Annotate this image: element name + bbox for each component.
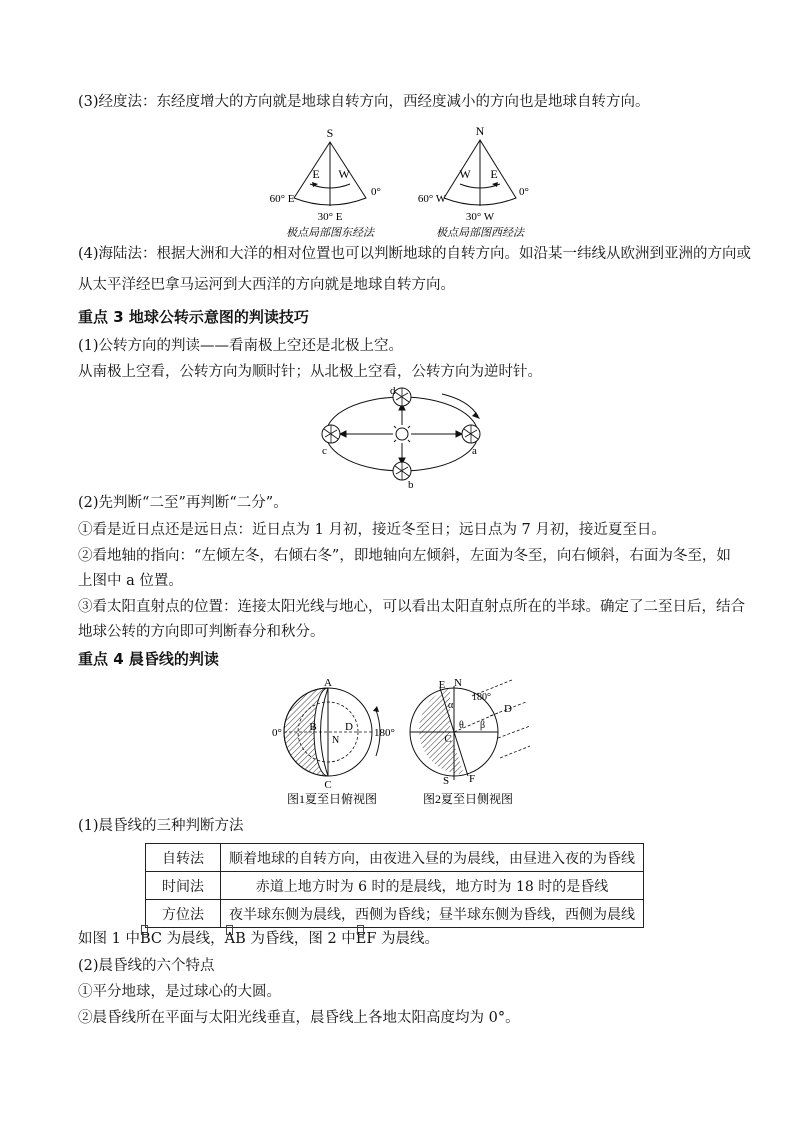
method-desc: 夜半球东侧为晨线，西侧为昏线；昼半球东侧为昏线，西侧为晨线	[221, 900, 644, 928]
fig1-label-0deg: 0°	[272, 727, 282, 739]
paragraph-terminator-methods: (1)晨昏线的三种判断方法	[78, 818, 244, 834]
fig1-label-180deg: 180°	[374, 727, 395, 739]
fig2-label-e: E	[438, 679, 446, 691]
paragraph-revolution-direction: (1)公转方向的判读——看南极上空还是北极上空。	[78, 338, 404, 354]
terminator-methods-table	[145, 843, 644, 928]
arc-bc: BC	[139, 931, 162, 947]
fig2-label-theta: θ	[459, 720, 464, 731]
sector-east-label: E	[312, 167, 320, 181]
paragraph-revolution-view: 从南极上空看，公转方向为顺时针；从北极上空看，公转方向为逆时针。	[78, 364, 542, 380]
terminator-figure	[268, 676, 538, 808]
sector-lon-right: 0°	[519, 186, 529, 198]
fig2-label-beta: β	[480, 720, 486, 731]
fig2-label-n: N	[454, 677, 462, 689]
sector-caption-east: 极点局部图东经法	[286, 227, 374, 238]
paragraph-item-perihelion: ①看是近日点还是远日点：近日点为 1 月初，接近冬至日；远日点为 7 月初，接近夏至日。	[78, 522, 666, 538]
terminator-top-view-diagram	[272, 677, 395, 806]
paragraph-landsea-method-1: (4)海陆法：根据大洲和大洋的相对位置也可以判断地球的自转方向。如沿某一纬线从欧洲到亚洲的方向或	[78, 246, 752, 262]
sector-pole-label: N	[475, 124, 485, 138]
section-heading-revolution: 重点 3 地球公转示意图的判读技巧	[78, 308, 309, 326]
fig-ref-text-3: 为昏线，图 2 中	[245, 931, 356, 947]
paragraph-item-axis-1: ②看地轴的指向：“左倾左冬，右倾右冬”，即地轴向左倾斜，左面为冬至，向右倾斜，右面为冬至，如	[78, 548, 731, 564]
fig1-label-b: B	[309, 721, 317, 733]
fig1-label-d: D	[345, 721, 353, 733]
paragraph-item-subsolar-1: ③看太阳直射点的位置：连接太阳光线与地心，可以看出太阳直射点所在的半球。确定了二至日后，结合	[78, 599, 745, 615]
paragraph-solstice-first: (2)先判断“二至”再判断“二分”。	[78, 495, 288, 511]
method-name: 方位法	[146, 900, 221, 928]
sun-icon	[390, 422, 414, 446]
method-name: 时间法	[146, 872, 221, 900]
fig2-caption: 图2夏至日侧视图	[422, 792, 514, 806]
paragraph-six-features: (2)晨昏线的六个特点	[78, 958, 215, 974]
sector-west-label: W	[459, 167, 471, 181]
paragraph-feature-1: ①平分地球，是过球心的大圆。	[78, 984, 281, 1000]
arc-ef: EF	[355, 931, 377, 947]
method-desc: 顺着地球的自转方向，由夜进入昼的为晨线，由昼进入夜的为昏线	[221, 844, 644, 872]
sector-west-diagram	[418, 124, 529, 238]
paragraph-feature-2: ②晨昏线所在平面与太阳光线垂直，晨昏线上各地太阳高度均为 0°。	[78, 1010, 520, 1026]
fig-ref-text-2: 为晨线，	[161, 931, 225, 947]
orbit-label-c: c	[322, 445, 327, 457]
method-name: 自转法	[146, 844, 221, 872]
method-desc: 赤道上地方时为 6 时的是晨线，地方时为 18 时的是昏线	[221, 872, 644, 900]
fig2-label-f: F	[468, 773, 476, 785]
sector-east-diagram	[270, 126, 381, 238]
sector-lon-mid: 30° E	[317, 211, 343, 223]
section-heading-terminator: 重点 4 晨昏线的判读	[78, 650, 219, 668]
fig2-label-alpha: α	[448, 700, 454, 711]
fig2-label-c: C	[444, 733, 452, 745]
paragraph-landsea-method-2: 从太平洋经巴拿马运河到大西洋的方向就是地球自转方向。	[78, 277, 455, 293]
fig1-label-c: C	[324, 779, 332, 791]
sector-west-label: W	[338, 167, 350, 181]
fig2-label-s: S	[442, 775, 450, 787]
sector-lon-right: 0°	[371, 186, 381, 198]
polar-sector-figure	[258, 120, 568, 238]
sector-lon-left: 60° E	[269, 193, 295, 205]
table-row	[146, 900, 644, 928]
paragraph-longitude-method: (3)经度法：东经度增大的方向就是地球自转方向，西经度减小的方向也是地球自转方向。	[78, 94, 650, 110]
fig-ref-text-4: 为晨线。	[376, 931, 440, 947]
orbit-label-d: d	[390, 385, 396, 397]
fig-ref-text-1: 如图 1 中	[78, 931, 140, 947]
fig1-caption: 图1夏至日俯视图	[286, 792, 378, 806]
terminator-side-view-diagram	[410, 677, 530, 806]
fig2-label-d: D	[504, 703, 512, 715]
revolution-orbit-figure	[310, 382, 500, 490]
fig1-label-a: A	[324, 677, 332, 689]
orbit-label-a: a	[472, 445, 477, 457]
sector-east-label: E	[490, 167, 498, 181]
paragraph-item-axis-2: 上图中 a 位置。	[78, 573, 183, 589]
sector-lon-left: 60° W	[417, 193, 447, 205]
paragraph-item-subsolar-2: 地球公转的方向即可判断春分和秋分。	[78, 624, 325, 640]
sector-caption-west: 极点局部图西经法	[436, 227, 524, 238]
table-row	[146, 844, 644, 872]
paragraph-figure-reference	[78, 929, 439, 949]
arc-ab: AB	[224, 931, 246, 947]
table-row	[146, 872, 644, 900]
sector-pole-label: S	[326, 126, 334, 140]
fig2-label-180deg: 180°	[472, 692, 491, 703]
orbit-label-b: b	[408, 479, 414, 490]
fig1-label-n: N	[332, 735, 340, 746]
sector-lon-mid: 30° W	[465, 211, 495, 223]
